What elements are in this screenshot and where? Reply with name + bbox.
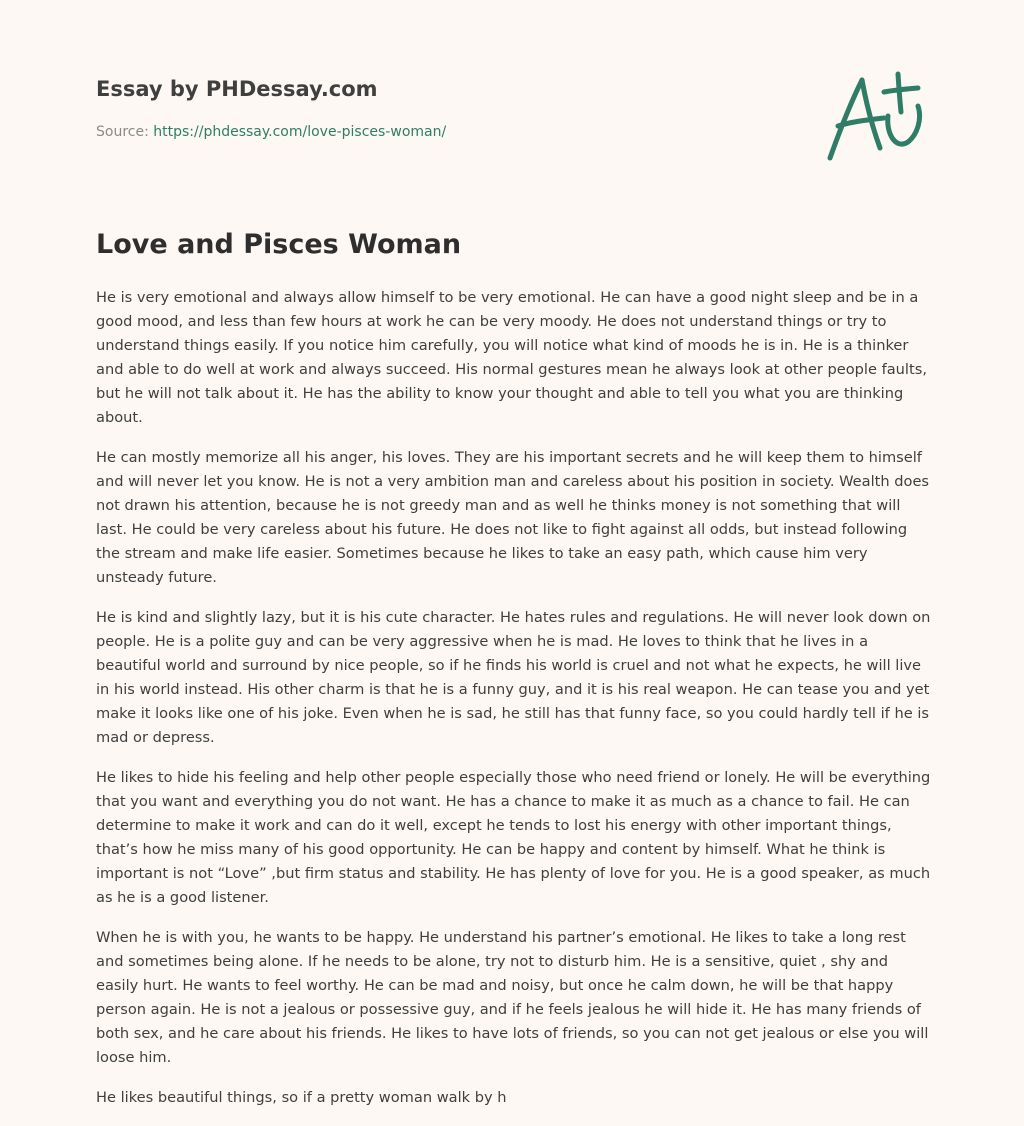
essay-content [96, 226, 934, 1126]
essay-paragraph: He likes to hide his feeling and help other people especially those who need friend or lonely. He will be everything that you want and everything you do not want. He has a chance to make it as much as a chance to fail. He can determine to make it work and can do it well, except he tends to lost his energy with other important things, that’s how he miss many of his good opportunity. He can be happy and content by himself. What he think is important is not “Love” ,but firm status and stability. He has plenty of love for you. He is a good speaker, as much as he is a good listener. [96, 769, 931, 906]
page-header [96, 74, 796, 142]
essay-paragraph: He likes beautiful things, so if a pretty woman walk by h [96, 1089, 507, 1106]
source-link[interactable]: https://phdessay.com/love-pisces-woman/ [153, 124, 447, 140]
essay-paragraph: When he is with you, he wants to be happy. He understand his partner’s emotional. He likes to take a long rest and sometimes being alone. If he needs to be alone, try not to disturb him. He is a sensitive, quiet , shy and easily hurt. He wants to feel worthy. He can be mad and noisy, but once he calm down, he will be that happy person again. He is not a jealous or possessive guy, and if he feels jealous he will hide it. He has many friends of both sex, and he care about his friends. He likes to have lots of friends, so you can not get jealous or else you will loose him. [96, 929, 929, 1066]
essay-paragraph: He is very emotional and always allow himself to be very emotional. He can have a good night sleep and be in a good mood, and less than few hours at work he can be very moody. He does not understand things or try to understand things easily. If you notice him carefully, you will notice what kind of moods he is in. He is a thinker and able to do well at work and always succeed. His normal gestures mean he always look at other people faults, but he will not talk about it. He has the ability to know your thought and able to tell you what you are thinking about. [96, 289, 927, 426]
essay-paragraph: He can mostly memorize all his anger, his loves. They are his important secrets and he will keep them to himself and will never let you know. He is not a very ambition man and careless about his position in society. Wealth does not drawn his attention, because he is not greedy man and as well he thinks money is not something that will last. He could be very careless about his future. He does not like to fight against all odds, but instead following the stream and make life easier. Sometimes because he likes to take an easy path, which cause him very unsteady future. [96, 449, 930, 586]
essay-paragraph: He is kind and slightly lazy, but it is his cute character. He hates rules and regulations. He will never look down on people. He is a polite guy and can be very aggressive when he is mad. He loves to think that he lives in a beautiful world and surround by nice people, so if he finds his world is cruel and not what he expects, he will live in his world instead. His other charm is that he is a funny guy, and it is his real weapon. He can tease you and yet make it looks like one of his joke. Even when he is sad, he still has that funny face, so you could hardly tell if he is mad or depress. [96, 609, 931, 746]
a-plus-icon [822, 68, 926, 164]
source-label: Source: [96, 124, 154, 140]
source-line [96, 122, 796, 142]
site-title: Essay by PHDessay.com [96, 77, 378, 101]
essay-title: Love and Pisces Woman [96, 229, 462, 260]
